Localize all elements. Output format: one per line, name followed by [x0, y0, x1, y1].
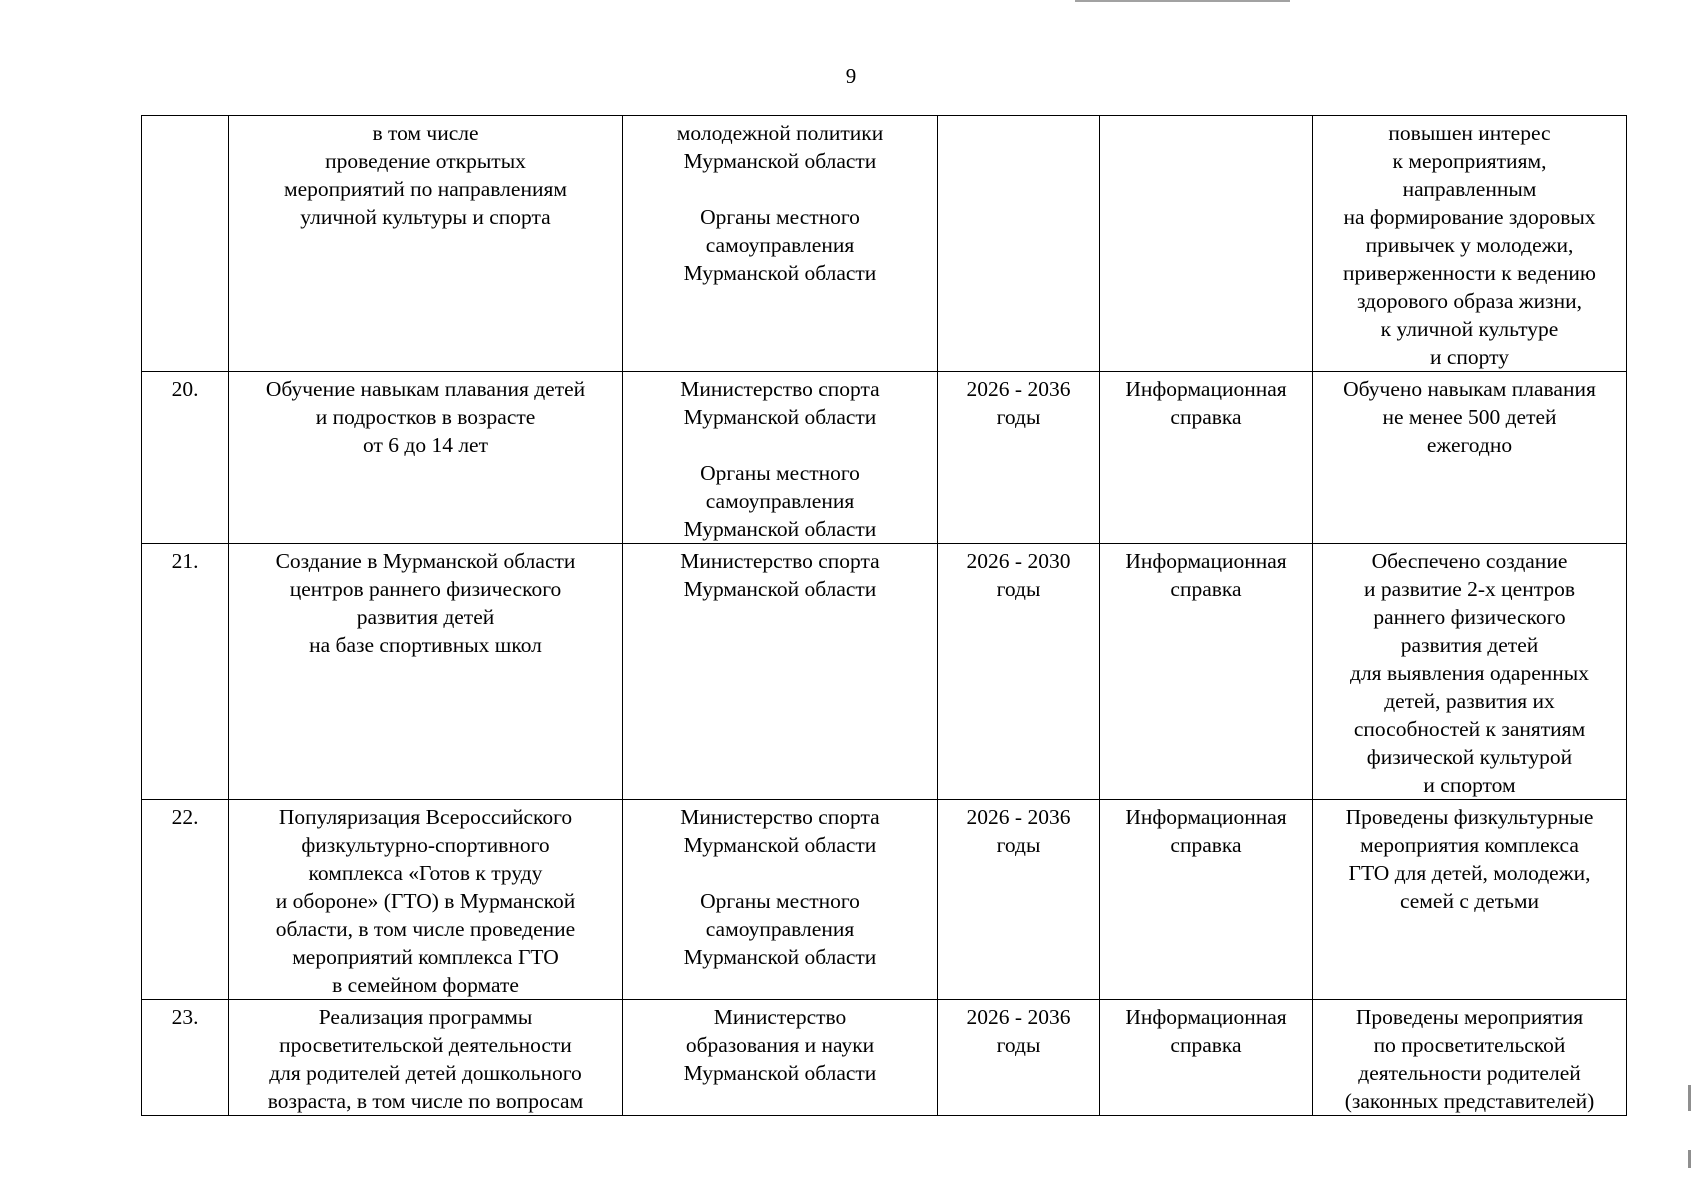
executor-cell: Министерство спорта Мурманской области	[623, 544, 938, 800]
report-form-cell: Информационная справка	[1100, 800, 1313, 1000]
event-cell: Популяризация Всероссийского физкультурно-спортивного комплекса «Готов к труду и обороне» (ГТО) в Мурманской области, в том числе проведение мероприятий комплекса ГТО в семейном формате	[229, 800, 623, 1000]
row-number-cell: 23.	[142, 1000, 229, 1116]
report-form-cell: Информационная справка	[1100, 372, 1313, 544]
scan-artifact-top	[1075, 0, 1290, 2]
table-row	[142, 372, 1627, 544]
row-number-cell	[142, 116, 229, 372]
term-cell: 2026 - 2036 годы	[938, 1000, 1100, 1116]
executor-cell: молодежной политики Мурманской области Органы местного самоуправления Мурманской области	[623, 116, 938, 372]
activities-table	[141, 115, 1627, 1116]
executor-cell: Министерство образования и науки Мурманской области	[623, 1000, 938, 1116]
result-cell: повышен интерес к мероприятиям, направленным на формирование здоровых привычек у молодежи, приверженности к ведению здорового образа жизни, к уличной культуре и спорту	[1313, 116, 1627, 372]
report-form-cell: Информационная справка	[1100, 544, 1313, 800]
table-row	[142, 1000, 1627, 1116]
term-cell: 2026 - 2036 годы	[938, 372, 1100, 544]
row-number-cell: 20.	[142, 372, 229, 544]
table-row	[142, 800, 1627, 1000]
table-row	[142, 116, 1627, 372]
table-row	[142, 544, 1627, 800]
result-cell: Обучено навыкам плавания не менее 500 детей ежегодно	[1313, 372, 1627, 544]
result-cell: Проведены мероприятия по просветительской деятельности родителей (законных представителей)	[1313, 1000, 1627, 1116]
term-cell	[938, 116, 1100, 372]
result-cell: Проведены физкультурные мероприятия комплекса ГТО для детей, молодежи, семей с детьми	[1313, 800, 1627, 1000]
row-number-cell: 21.	[142, 544, 229, 800]
event-cell: в том числе проведение открытых мероприятий по направлениям уличной культуры и спорта	[229, 116, 623, 372]
scan-artifact-right	[1688, 1150, 1691, 1168]
report-form-cell: Информационная справка	[1100, 1000, 1313, 1116]
executor-cell: Министерство спорта Мурманской области Органы местного самоуправления Мурманской области	[623, 800, 938, 1000]
term-cell: 2026 - 2036 годы	[938, 800, 1100, 1000]
executor-cell: Министерство спорта Мурманской области Органы местного самоуправления Мурманской области	[623, 372, 938, 544]
term-cell: 2026 - 2030 годы	[938, 544, 1100, 800]
result-cell: Обеспечено создание и развитие 2-х центров раннего физического развития детей для выявления одаренных детей, развития их способностей к занятиям физической культурой и спортом	[1313, 544, 1627, 800]
row-number-cell: 22.	[142, 800, 229, 1000]
event-cell: Реализация программы просветительской деятельности для родителей детей дошкольного возраста, в том числе по вопросам	[229, 1000, 623, 1116]
report-form-cell	[1100, 116, 1313, 372]
page-number: 9	[845, 64, 857, 88]
scan-artifact-right	[1688, 1085, 1691, 1111]
event-cell: Обучение навыкам плавания детей и подростков в возрасте от 6 до 14 лет	[229, 372, 623, 544]
event-cell: Создание в Мурманской области центров раннего физического развития детей на базе спортивных школ	[229, 544, 623, 800]
